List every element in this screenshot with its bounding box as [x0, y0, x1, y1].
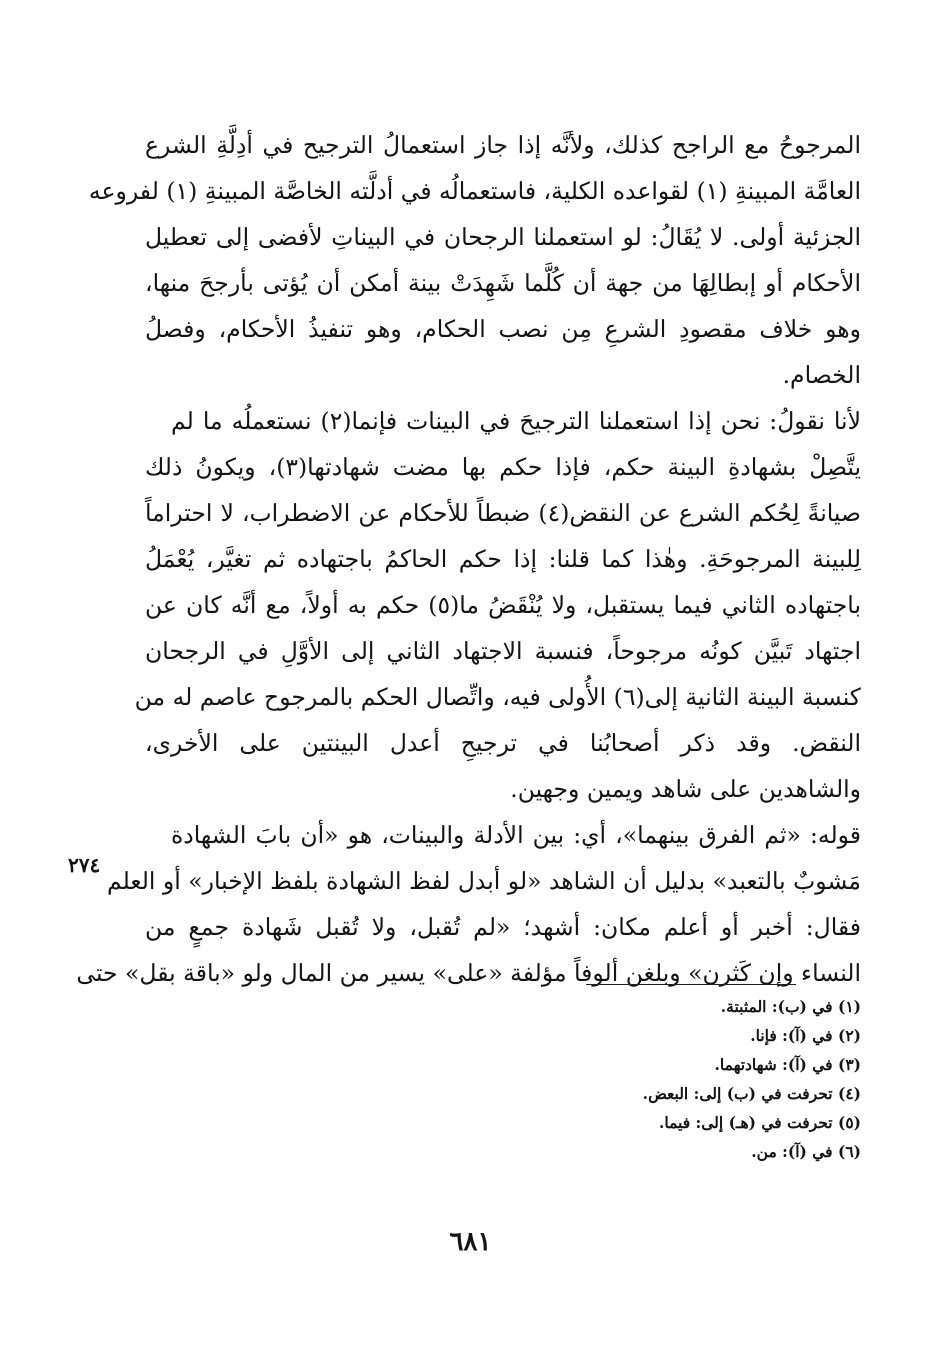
- body-line: اجتهاد تَبيَّن كونُه مرجوحاً، فنسبة الاجتهاد الثاني إلى الأوَّلِ في الرجحان: [145, 637, 861, 665]
- body-line: باجتهاده الثاني فيما يستقبل، ولا يُنْقَضُ ما(٥) حكم به أولاً، مع أنَّه كان عن: [145, 591, 861, 619]
- footnote: (٢) في (آ): فإنا.: [750, 1026, 861, 1045]
- body-line: صيانةً لِحُكم الشرع عن النقض(٤) ضبطاً للأحكام عن الاضطراب، لا احتراماً: [145, 499, 861, 527]
- body-line: النساء وإن كَثرن» وبلغن ألوفاً مؤلفة «على» يسير من المال ولو «باقة بقل» حتى: [76, 959, 861, 987]
- footnote-separator: [586, 984, 796, 985]
- body-line: لِلبينة المرجوحَةِ. وهٰذا كما قلنا: إذا حكم الحاكمُ باجتهاده ثم تغيَّر، يُعْمَلُ: [145, 545, 861, 573]
- body-line: الجزئية أولى. لا يُقَالُ: لو استعملنا الرجحان في البيناتِ لأفضى إلى تعطيل: [145, 223, 861, 251]
- body-line: والشاهدين على شاهد ويمين وجهين.: [510, 775, 861, 803]
- body-line: العامَّة المبينةِ (١) لقواعده الكلية، فاستعمالُه في أدلَّته الخاصَّة المبينةِ (١) لفروعه: [88, 177, 861, 205]
- body-line: المرجوحُ مع الراجح كذلك، ولأنَّه إذا جاز استعمالُ الترجيح في أدِلَّةِ الشرع: [145, 131, 861, 159]
- page-number: ٦٨١: [449, 1227, 492, 1257]
- body-line: فقال: أخبر أو أعلم مكان: أشهد؛ «لم تُقبل، ولا تُقبل شَهادة جمعٍ من: [145, 913, 861, 941]
- footnote: (٣) في (آ): شهادتهما.: [714, 1055, 861, 1074]
- footnote: (٥) تحرفت في (هـ) إلى: فيما.: [658, 1113, 861, 1132]
- footnote: (٦) في (آ): من.: [751, 1142, 861, 1161]
- margin-number: ٢٧٤: [68, 853, 101, 877]
- body-line: وهو خلاف مقصودِ الشرعِ مِن نصب الحكام، وهو تنفيذُ الأحكام، وفصلُ: [145, 315, 861, 343]
- body-line: قوله: «ثم الفرق بينهما»، أي: بين الأدلة والبينات، هو «أن بابَ الشهادة: [171, 821, 861, 849]
- footnote: (٤) تحرفت في (ب) إلى: البعض.: [642, 1084, 861, 1103]
- body-line: مَشوبٌ بالتعبد» بدليل أن الشاهد «لو أبدل لفظ الشهادة بلفظ الإخبار» أو العلم: [106, 867, 861, 895]
- body-line: لأنا نقولُ: نحن إذا استعملنا الترجيحَ في البينات فإنما(٢) نستعملُه ما لم: [171, 407, 861, 435]
- footnote: (١) في (ب): المثبتة.: [720, 997, 861, 1016]
- body-line: الخصام.: [782, 361, 861, 389]
- body-line: النقض. وقد ذكر أصحابُنا في ترجيحِ أعدل البينتين على الأخرى،: [145, 729, 861, 757]
- body-line: كنسبة البينة الثانية إلى(٦) الأُولى فيه، واتِّصال الحكم بالمرجوح عاصم له من: [134, 683, 861, 711]
- body-line: الأحكام أو إبطالِهَا من جهة أن كُلَّما شَهِدَتْ بينة أمكن أن يُؤتى بأرجحَ منها،: [145, 269, 861, 297]
- body-line: يتَّصِلْ بشهادةِ البينة حكم، فإذا حكم بها مضت شهادتها(٣)، ويكونُ ذلك: [145, 453, 862, 481]
